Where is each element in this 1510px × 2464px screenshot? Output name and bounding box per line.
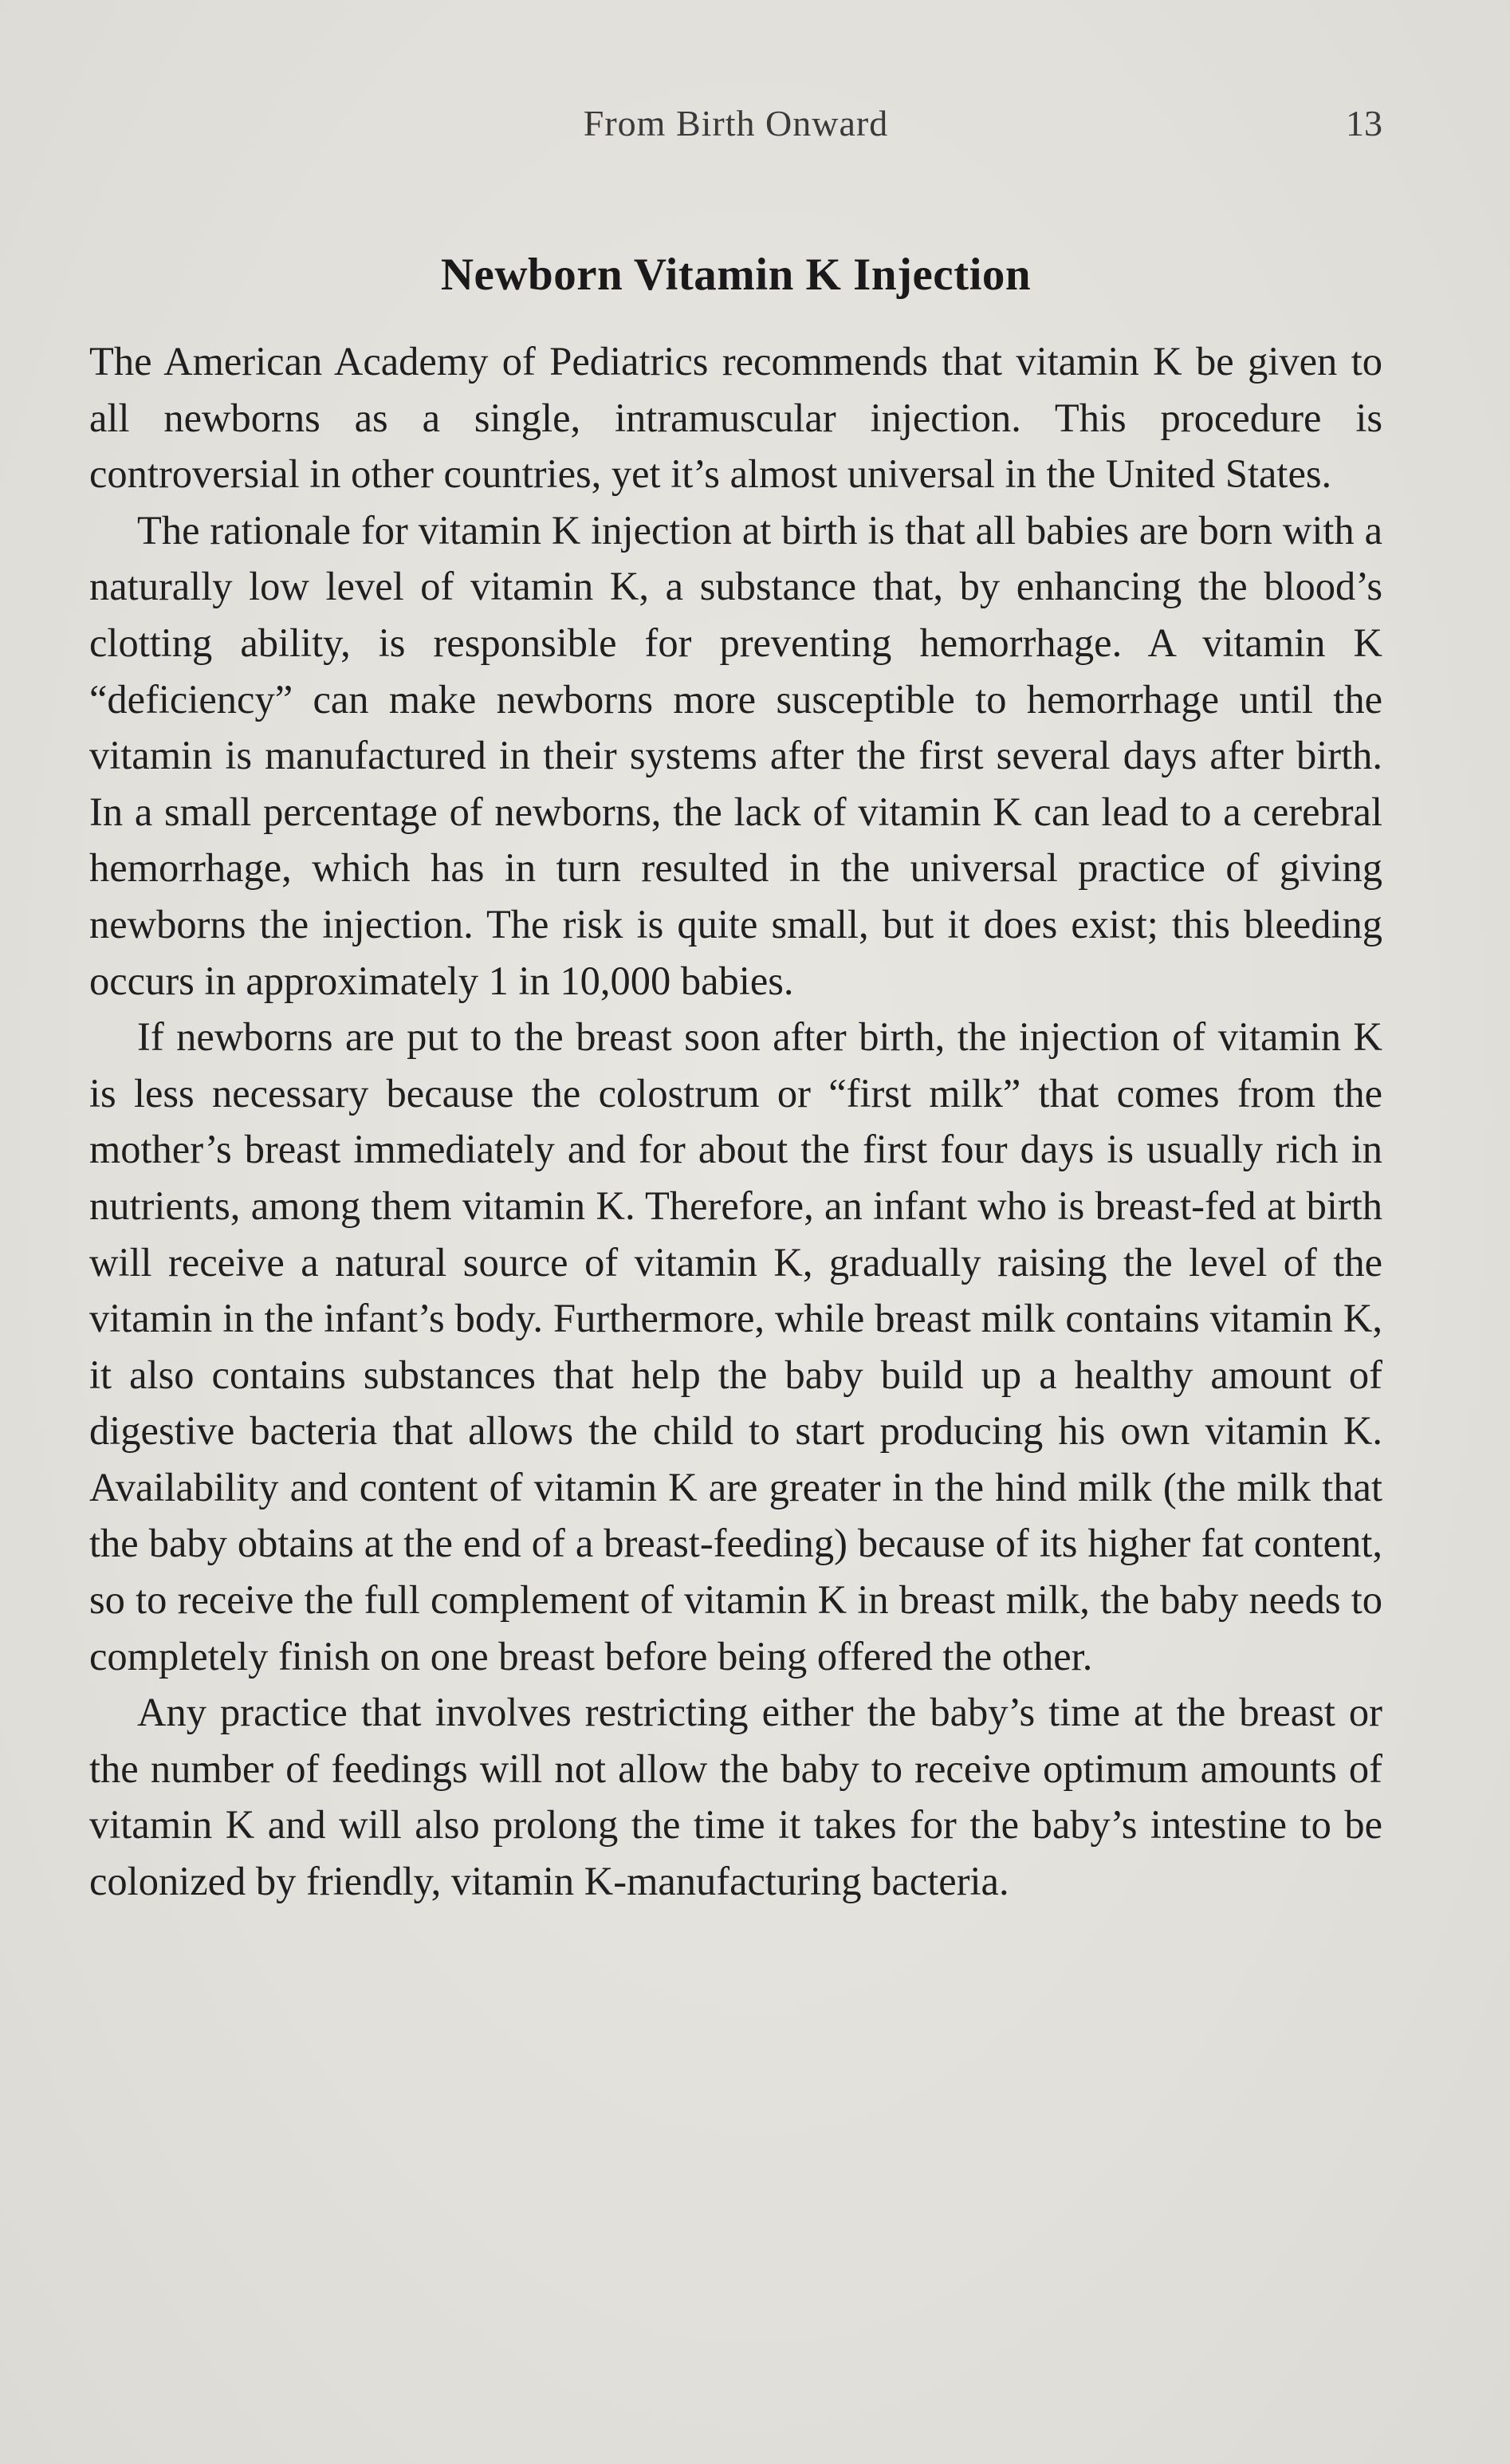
running-head: [89, 102, 1382, 150]
paragraph: Any practice that involves restricting either the baby’s time at the breast or the number of feedings will not allow the baby to receive optimum amounts of vitamin K and will also prolong the time it takes for the baby’s intestine to be colonized by friendly, vitamin K-manufacturing bacteria.: [89, 1690, 1382, 1904]
section-heading: Newborn Vitamin K Injection: [440, 250, 1032, 300]
paragraph: If newborns are put to the breast soon after birth, the injection of vitamin K is less necessary because the colostrum or “first milk” that comes from the mother’s breast immediately and for about the first four days is usually rich in nutrients, among them vitamin K. Therefore, an infant who is breast-fed at birth will receive a natural source of vitamin K, gradually raising the level of the vitamin in the infant’s body. Furthermore, while breast milk contains vitamin K, it also contains substances that help the baby build up a healthy amount of digestive bacteria that allows the child to start producing his own vitamin K. Availability and content of vitamin K are greater in the hind milk (the milk that the baby obtains at the end of a breast-feeding) because of its higher fat content, so to receive the full complement of vitamin K in breast milk, the baby needs to completely finish on one breast before being offered the other.: [89, 1014, 1382, 1679]
body-text: [89, 333, 1382, 1910]
paragraph: The rationale for vitamin K injection at birth is that all babies are born with a naturally low level of vitamin K, a substance that, by enhancing the blood’s clotting ability, is responsible for preventing hemorrhage. A vitamin K “deficiency” can make newborns more susceptible to hemorrhage until the vitamin is manufactured in their systems after the first several days after birth. In a small percentage of newborns, the lack of vitamin K can lead to a cerebral hemorrhage, which has in turn resulted in the universal practice of giving newborns the injection. The risk is quite small, but it does exist; this bleeding occurs in approximately 1 in 10,000 babies.: [89, 507, 1382, 1003]
paragraph: The American Academy of Pediatrics recommends that vitamin K be given to all newborns as a single, intramuscular injection. This procedure is controversial in other countries, yet it’s almost universal in the United States.: [89, 339, 1382, 497]
page-number: 13: [1346, 103, 1382, 144]
running-head-title: From Birth Onward: [583, 103, 889, 144]
